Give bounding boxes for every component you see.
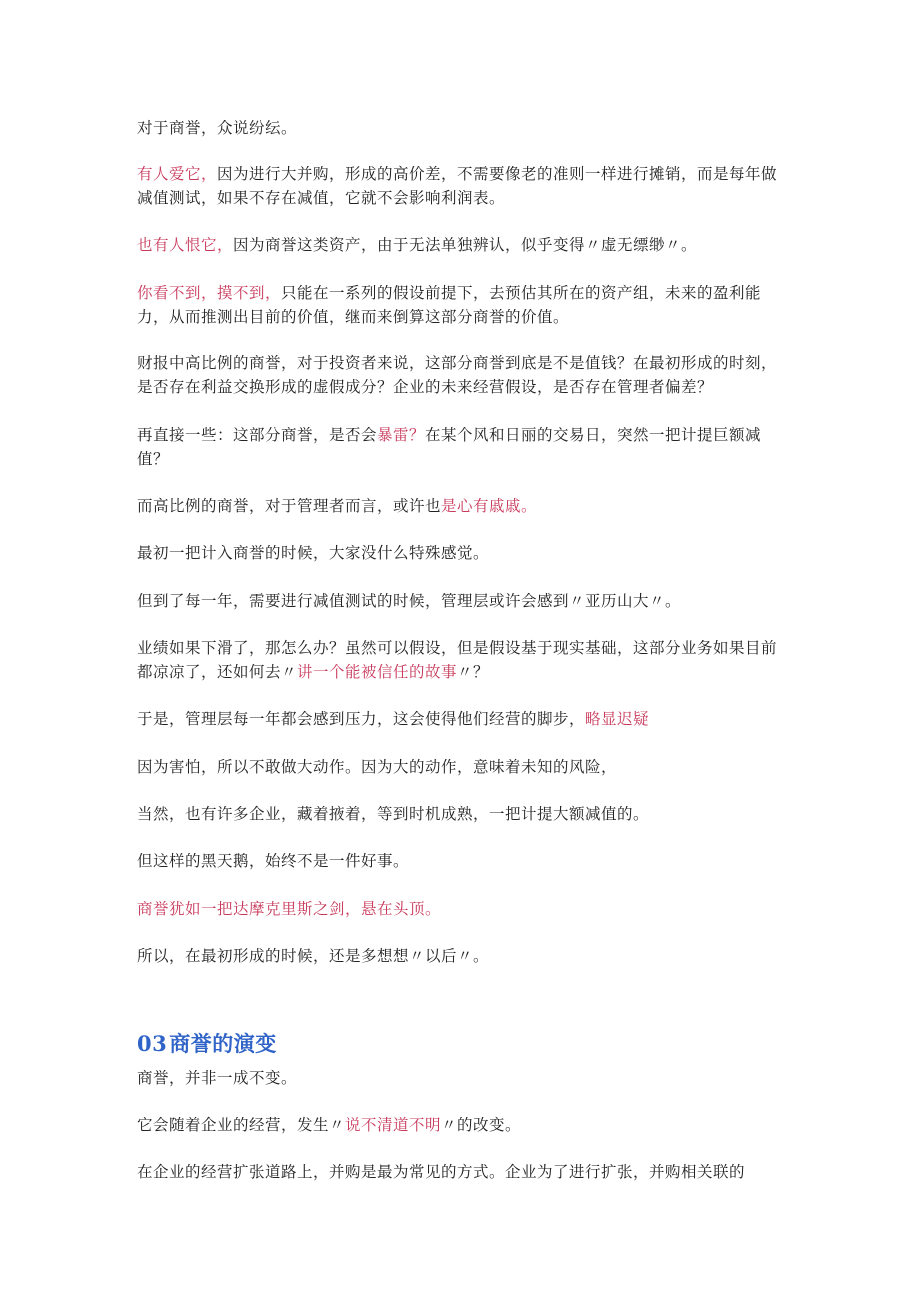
paragraph-black-swan <box>137 849 787 873</box>
paragraph-hate <box>137 233 787 257</box>
paragraph-text: 当然，也有许多企业，藏着掖着，等到时机成熟，一把计提大额减值的。 <box>137 805 650 823</box>
emphasis-text: 讲一个能被信任的故事 <box>297 663 458 681</box>
paragraph-initial <box>137 541 787 565</box>
paragraph-invisible <box>137 281 787 329</box>
paragraph-text: 业绩如果下滑了，那怎么办？虽然可以假设，但是假设基于现实基础，这部分业务如果目前都凉凉了，还如何去〃 <box>137 639 778 681</box>
paragraph-text: 〃？ <box>457 663 490 681</box>
emphasis-text: 有人爱它， <box>137 165 218 183</box>
paragraph-text: 商誉，并非一成不变。 <box>137 1069 298 1087</box>
paragraph-text: 最初一把计入商誉的时候，大家没什么特殊感觉。 <box>137 544 490 562</box>
paragraph-text: 它会随着企业的经营，发生〃 <box>137 1116 346 1134</box>
emphasis-text: 也有人恨它， <box>137 236 234 254</box>
emphasis-text: 说不清道不明 <box>345 1116 442 1134</box>
paragraph-text: 因为进行大并购，形成的高价差，不需要像老的准则一样进行摊销，而是每年做减值测试，如果不存在减值，它就不会影响利润表。 <box>137 165 778 207</box>
paragraph-text: 〃的改变。 <box>441 1116 522 1134</box>
paragraph-fear <box>137 755 787 779</box>
paragraph-text: 再直接一些：这部分商誉，是否会 <box>137 426 378 444</box>
paragraph-managers <box>137 494 787 518</box>
paragraph-text: 对于商誉，众说纷纭。 <box>137 119 298 137</box>
paragraph-text: 所以，在最初形成的时候，还是多想想〃以后〃。 <box>137 947 490 965</box>
paragraph-text: 在企业的经营扩张道路上，并购是最为常见的方式。企业为了进行扩张，并购相关联的 <box>137 1163 746 1181</box>
emphasis-text: 是心有戚戚。 <box>441 497 538 515</box>
paragraph-text: 而高比例的商誉，对于管理者而言，或许也 <box>137 497 442 515</box>
emphasis-text: 商誉犹如一把达摩克里斯之剑，悬在头顶。 <box>137 900 442 918</box>
paragraph-sword <box>137 897 787 921</box>
paragraph-text: 因为商誉这类资产，由于无法单独辨认，似乎变得〃虚无缥缈〃。 <box>233 236 698 254</box>
paragraph-text: 只能在一系列的假设前提下，去预估其所在的资产组，未来的盈利能力，从而推测出目前的价值，继而来倒算这部分商誉的价值。 <box>137 284 762 326</box>
paragraph-future <box>137 944 787 968</box>
paragraph-hidden <box>137 802 787 826</box>
section-title: 商誉的演变 <box>169 1031 277 1056</box>
emphasis-text: 略显迟疑 <box>585 710 650 728</box>
paragraph-text: 在某个风和日丽的交易日，突然一把计提巨额减值？ <box>137 426 762 468</box>
paragraph-intro <box>137 116 787 140</box>
paragraph-text: 但这样的黑天鹅，始终不是一件好事。 <box>137 852 410 870</box>
paragraph-text: 因为害怕，所以不敢做大动作。因为大的动作，意味着未知的风险， <box>137 758 618 776</box>
paragraph-hesitate <box>137 707 787 731</box>
paragraph-decline <box>137 636 787 684</box>
paragraph-text: 于是，管理层每一年都会感到压力，这会使得他们经营的脚步， <box>137 710 586 728</box>
paragraph-text: 财报中高比例的商誉，对于投资者来说，这部分商誉到底是不是值钱？在最初形成的时刻，是否存在利益交换形成的虚假成分？企业的未来经营假设，是否存在管理者偏差？ <box>137 354 778 396</box>
paragraph-change <box>137 1113 787 1137</box>
emphasis-text: 你看不到，摸不到， <box>137 284 282 302</box>
paragraph-expansion <box>137 1160 787 1184</box>
paragraph-text: 但到了每一年，需要进行减值测试的时候，管理层或许会感到〃亚历山大〃。 <box>137 592 682 610</box>
section-heading <box>137 1030 277 1058</box>
section-number: 03 <box>137 1031 168 1056</box>
paragraph-investors <box>137 351 787 399</box>
paragraph-blowup <box>137 423 787 471</box>
paragraph-love <box>137 162 787 210</box>
paragraph-not-fixed <box>137 1066 787 1090</box>
emphasis-text: 暴雷？ <box>377 426 426 444</box>
paragraph-pressure <box>137 589 787 613</box>
